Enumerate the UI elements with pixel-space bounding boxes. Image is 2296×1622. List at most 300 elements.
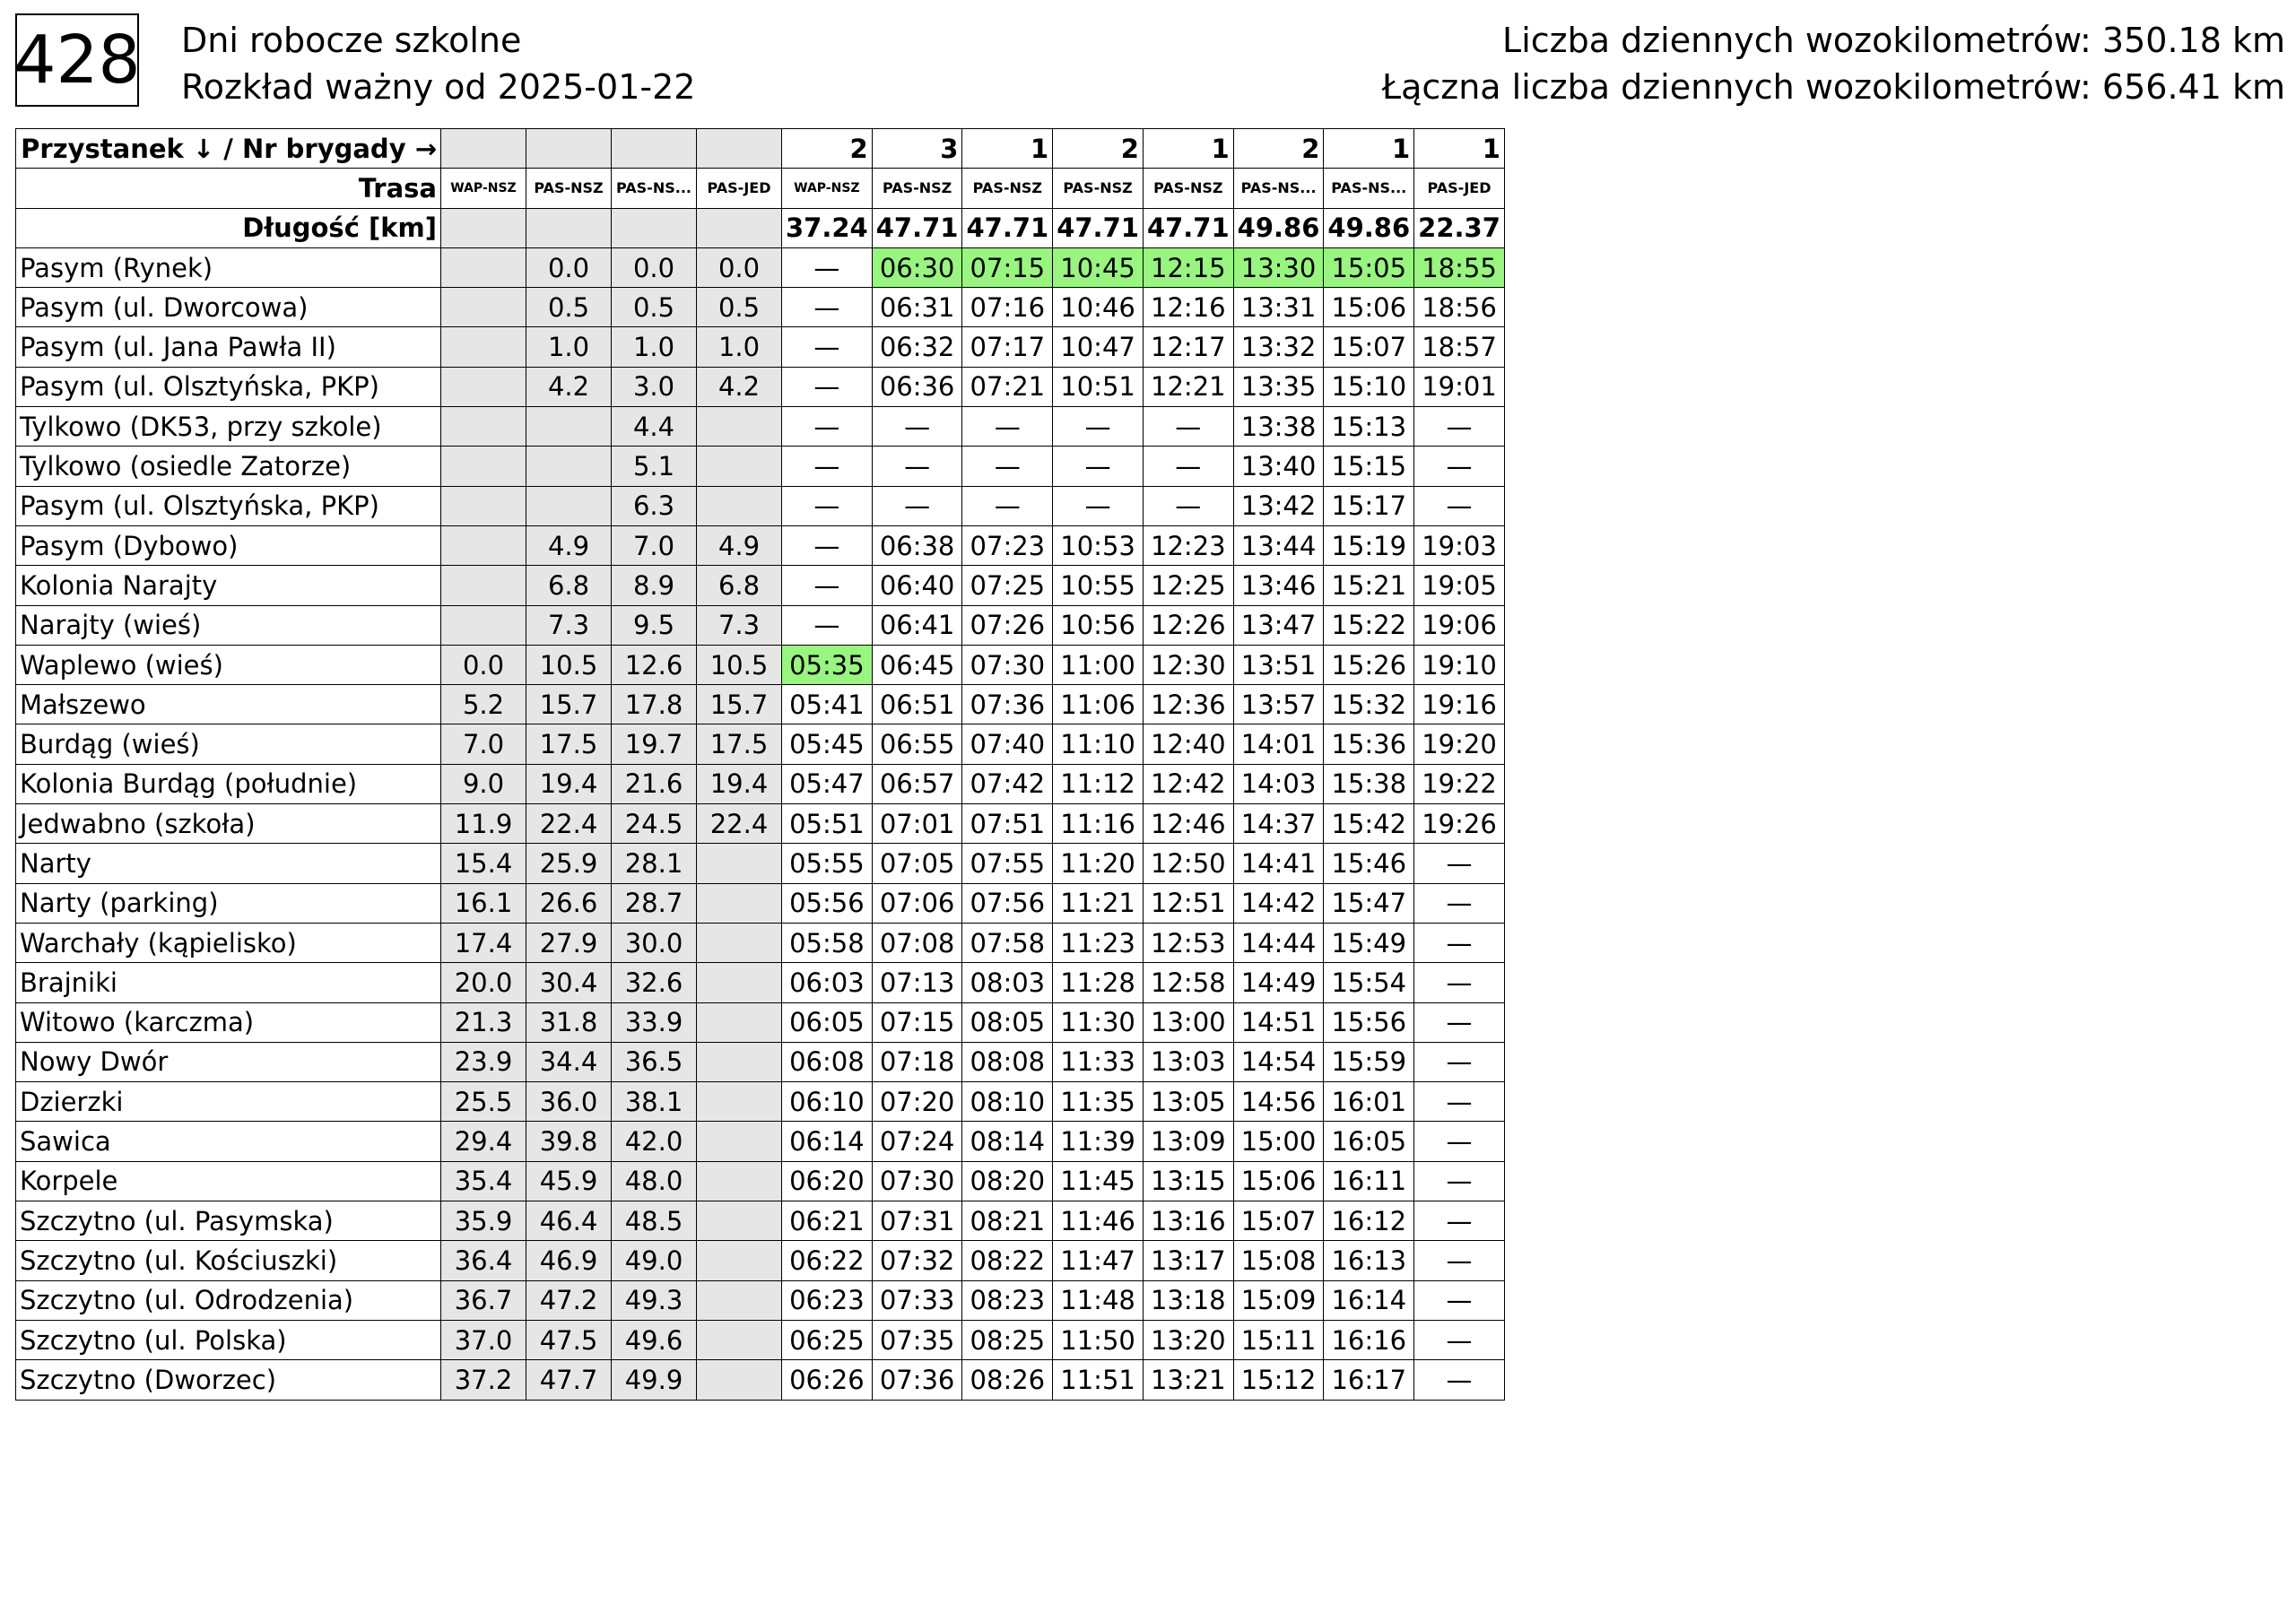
departure-time: 16:01 bbox=[1324, 1082, 1414, 1122]
stop-km: 8.9 bbox=[612, 566, 697, 605]
departure-time: 13:21 bbox=[1143, 1360, 1233, 1400]
trip-length: 47.71 bbox=[872, 208, 962, 247]
stop-row bbox=[16, 764, 1505, 803]
stop-km: 22.4 bbox=[526, 804, 612, 844]
departure-time: 11:10 bbox=[1053, 724, 1144, 764]
departure-time: 08:14 bbox=[962, 1122, 1053, 1161]
departure-time: 11:39 bbox=[1053, 1122, 1144, 1161]
departure-time: 12:30 bbox=[1143, 645, 1233, 684]
departure-time: 08:21 bbox=[962, 1201, 1053, 1241]
stop-km: 10.5 bbox=[697, 645, 782, 684]
departure-time: 06:57 bbox=[872, 764, 962, 803]
departure-time: 15:00 bbox=[1233, 1122, 1324, 1161]
stop-km bbox=[697, 1201, 782, 1241]
departure-time: 15:12 bbox=[1233, 1360, 1324, 1400]
stop-km: 3.0 bbox=[612, 367, 697, 406]
stop-name: Tylkowo (osiedle Zatorze) bbox=[16, 447, 441, 486]
departure-time: 07:20 bbox=[872, 1082, 962, 1122]
stop-row bbox=[16, 1241, 1505, 1280]
departure-time: 19:16 bbox=[1414, 685, 1505, 724]
km-column-brigade-cell bbox=[526, 129, 612, 169]
departure-time: 15:54 bbox=[1324, 963, 1414, 1002]
departure-time: — bbox=[962, 407, 1053, 447]
stop-km bbox=[441, 407, 526, 447]
departure-time: 11:28 bbox=[1053, 963, 1144, 1002]
trip-route: PAS-NS... bbox=[1324, 169, 1414, 208]
stop-km: 1.0 bbox=[697, 327, 782, 367]
stop-km bbox=[697, 1320, 782, 1359]
stop-km bbox=[441, 247, 526, 287]
stop-name: Narajty (wieś) bbox=[16, 605, 441, 645]
stop-km: 27.9 bbox=[526, 923, 612, 962]
departure-time: 11:35 bbox=[1053, 1082, 1144, 1122]
departure-time: 12:58 bbox=[1143, 963, 1233, 1002]
departure-time: — bbox=[782, 605, 873, 645]
departure-time: 18:55 bbox=[1414, 247, 1505, 287]
departure-time: 07:24 bbox=[872, 1122, 962, 1161]
departure-time: — bbox=[1414, 1042, 1505, 1081]
stop-row bbox=[16, 1201, 1505, 1241]
stop-km: 23.9 bbox=[441, 1042, 526, 1081]
departure-time: — bbox=[1414, 1122, 1505, 1161]
stop-name: Brajniki bbox=[16, 963, 441, 1002]
stop-row bbox=[16, 923, 1505, 962]
valid-from: Rozkład ważny od 2025-01-22 bbox=[181, 67, 696, 107]
departure-time: 10:55 bbox=[1053, 566, 1144, 605]
departure-time: 13:05 bbox=[1143, 1082, 1233, 1122]
daily-km: Liczba dziennych wozokilometrów: 350.18 km bbox=[1502, 21, 2285, 60]
km-column-brigade-cell bbox=[612, 129, 697, 169]
stop-km: 9.5 bbox=[612, 605, 697, 645]
departure-time: 07:05 bbox=[872, 844, 962, 883]
departure-time: 06:08 bbox=[782, 1042, 873, 1081]
departure-time: 12:25 bbox=[1143, 566, 1233, 605]
stop-km: 26.6 bbox=[526, 883, 612, 923]
trip-length: 37.24 bbox=[782, 208, 873, 247]
departure-time: 13:46 bbox=[1233, 566, 1324, 605]
departure-time: 12:26 bbox=[1143, 605, 1233, 645]
departure-time: 16:05 bbox=[1324, 1122, 1414, 1161]
departure-time: 06:21 bbox=[782, 1201, 873, 1241]
stop-km bbox=[697, 1082, 782, 1122]
departure-time: 05:41 bbox=[782, 685, 873, 724]
departure-time: — bbox=[872, 447, 962, 486]
departure-time: — bbox=[782, 566, 873, 605]
stop-km bbox=[697, 407, 782, 447]
departure-time: 19:22 bbox=[1414, 764, 1505, 803]
stop-km: 24.5 bbox=[612, 804, 697, 844]
departure-time: 05:35 bbox=[782, 645, 873, 684]
km-column-length-cell bbox=[441, 208, 526, 247]
departure-time: 15:10 bbox=[1324, 367, 1414, 406]
stop-name: Burdąg (wieś) bbox=[16, 724, 441, 764]
departure-time: 15:59 bbox=[1324, 1042, 1414, 1081]
timetable bbox=[15, 128, 1505, 1401]
stop-km: 0.0 bbox=[441, 645, 526, 684]
route-number-box bbox=[15, 13, 139, 107]
departure-time: 15:06 bbox=[1233, 1161, 1324, 1201]
departure-time: 16:11 bbox=[1324, 1161, 1414, 1201]
departure-time: 15:46 bbox=[1324, 844, 1414, 883]
departure-time: 15:42 bbox=[1324, 804, 1414, 844]
departure-time: 14:03 bbox=[1233, 764, 1324, 803]
departure-time: 05:47 bbox=[782, 764, 873, 803]
stop-km: 21.6 bbox=[612, 764, 697, 803]
departure-time: 15:09 bbox=[1233, 1280, 1324, 1320]
departure-time: 08:25 bbox=[962, 1320, 1053, 1359]
departure-time: 07:36 bbox=[962, 685, 1053, 724]
departure-time: 11:51 bbox=[1053, 1360, 1144, 1400]
stop-row bbox=[16, 1122, 1505, 1161]
departure-time: 15:36 bbox=[1324, 724, 1414, 764]
departure-time: 15:19 bbox=[1324, 525, 1414, 565]
stop-km: 46.9 bbox=[526, 1241, 612, 1280]
departure-time: 15:05 bbox=[1324, 247, 1414, 287]
departure-time: 07:51 bbox=[962, 804, 1053, 844]
km-column-route: PAS-NSZ bbox=[526, 169, 612, 208]
stop-km: 16.1 bbox=[441, 883, 526, 923]
stop-name: Narty bbox=[16, 844, 441, 883]
stop-name: Szczytno (ul. Polska) bbox=[16, 1320, 441, 1359]
stop-km bbox=[526, 447, 612, 486]
departure-time: 12:51 bbox=[1143, 883, 1233, 923]
stop-row bbox=[16, 844, 1505, 883]
stop-km: 39.8 bbox=[526, 1122, 612, 1161]
departure-time: 06:38 bbox=[872, 525, 962, 565]
departure-time: 08:20 bbox=[962, 1161, 1053, 1201]
departure-time: 14:51 bbox=[1233, 1002, 1324, 1042]
stop-row bbox=[16, 247, 1505, 287]
stop-name: Narty (parking) bbox=[16, 883, 441, 923]
stop-row bbox=[16, 566, 1505, 605]
departure-time: — bbox=[1053, 407, 1144, 447]
stop-row bbox=[16, 525, 1505, 565]
departure-time: 16:14 bbox=[1324, 1280, 1414, 1320]
departure-time: 15:32 bbox=[1324, 685, 1414, 724]
departure-time: 07:30 bbox=[872, 1161, 962, 1201]
stop-km: 7.3 bbox=[697, 605, 782, 645]
stop-name: Witowo (karczma) bbox=[16, 1002, 441, 1042]
departure-time: 08:08 bbox=[962, 1042, 1053, 1081]
departure-time: 06:05 bbox=[782, 1002, 873, 1042]
departure-time: 16:17 bbox=[1324, 1360, 1414, 1400]
stop-row bbox=[16, 1002, 1505, 1042]
stop-name: Korpele bbox=[16, 1161, 441, 1201]
stop-name: Jedwabno (szkoła) bbox=[16, 804, 441, 844]
km-column-length-cell bbox=[697, 208, 782, 247]
departure-time: 14:37 bbox=[1233, 804, 1324, 844]
km-column-brigade-cell bbox=[697, 129, 782, 169]
stop-name: Warchały (kąpielisko) bbox=[16, 923, 441, 962]
trip-brigade: 1 bbox=[1143, 129, 1233, 169]
departure-time: 06:14 bbox=[782, 1122, 873, 1161]
departure-time: 10:51 bbox=[1053, 367, 1144, 406]
km-column-length-cell bbox=[612, 208, 697, 247]
total-daily-km: Łączna liczba dziennych wozokilometrów: 656.41 km bbox=[1381, 67, 2285, 107]
trip-brigade: 1 bbox=[962, 129, 1053, 169]
departure-time: — bbox=[782, 447, 873, 486]
km-column-brigade-cell bbox=[441, 129, 526, 169]
stop-name: Pasym (ul. Olsztyńska, PKP) bbox=[16, 367, 441, 406]
departure-time: 15:15 bbox=[1324, 447, 1414, 486]
trip-route: PAS-JED bbox=[1414, 169, 1505, 208]
stop-name: Szczytno (ul. Kościuszki) bbox=[16, 1241, 441, 1280]
departure-time: 12:16 bbox=[1143, 288, 1233, 327]
departure-time: — bbox=[962, 447, 1053, 486]
stop-km: 31.8 bbox=[526, 1002, 612, 1042]
stop-km: 1.0 bbox=[612, 327, 697, 367]
departure-time: 07:15 bbox=[962, 247, 1053, 287]
stop-km bbox=[697, 1002, 782, 1042]
departure-time: 11:06 bbox=[1053, 685, 1144, 724]
departure-time: 19:01 bbox=[1414, 367, 1505, 406]
departure-time: — bbox=[1414, 963, 1505, 1002]
stop-km: 0.0 bbox=[526, 247, 612, 287]
stop-row bbox=[16, 1042, 1505, 1081]
stop-km: 36.4 bbox=[441, 1241, 526, 1280]
length-header-label: Długość [km] bbox=[16, 208, 441, 247]
stop-km bbox=[526, 407, 612, 447]
departure-time: 08:26 bbox=[962, 1360, 1053, 1400]
departure-time: 13:31 bbox=[1233, 288, 1324, 327]
stop-km: 36.7 bbox=[441, 1280, 526, 1320]
departure-time: — bbox=[1053, 486, 1144, 525]
departure-time: 05:51 bbox=[782, 804, 873, 844]
stop-name: Małszewo bbox=[16, 685, 441, 724]
stop-km: 10.5 bbox=[526, 645, 612, 684]
departure-time: 12:50 bbox=[1143, 844, 1233, 883]
stop-km: 25.5 bbox=[441, 1082, 526, 1122]
departure-time: — bbox=[1414, 1161, 1505, 1201]
departure-time: 10:46 bbox=[1053, 288, 1144, 327]
departure-time: 15:49 bbox=[1324, 923, 1414, 962]
departure-time: — bbox=[1143, 447, 1233, 486]
stop-km bbox=[441, 327, 526, 367]
departure-time: 11:45 bbox=[1053, 1161, 1144, 1201]
departure-time: 07:26 bbox=[962, 605, 1053, 645]
departure-time: 15:22 bbox=[1324, 605, 1414, 645]
stop-km: 25.9 bbox=[526, 844, 612, 883]
stop-row bbox=[16, 804, 1505, 844]
stop-km bbox=[697, 1360, 782, 1400]
departure-time: 13:00 bbox=[1143, 1002, 1233, 1042]
departure-time: 13:20 bbox=[1143, 1320, 1233, 1359]
departure-time: 10:45 bbox=[1053, 247, 1144, 287]
departure-time: — bbox=[782, 407, 873, 447]
departure-time: — bbox=[782, 486, 873, 525]
departure-time: 12:21 bbox=[1143, 367, 1233, 406]
stop-km: 11.9 bbox=[441, 804, 526, 844]
departure-time: — bbox=[1143, 407, 1233, 447]
stop-row bbox=[16, 963, 1505, 1002]
stop-km: 49.0 bbox=[612, 1241, 697, 1280]
stop-km: 4.2 bbox=[526, 367, 612, 406]
departure-time: 07:21 bbox=[962, 367, 1053, 406]
departure-time: 06:20 bbox=[782, 1161, 873, 1201]
departure-time: 15:21 bbox=[1324, 566, 1414, 605]
trip-length: 22.37 bbox=[1414, 208, 1505, 247]
departure-time: 15:08 bbox=[1233, 1241, 1324, 1280]
departure-time: 06:31 bbox=[872, 288, 962, 327]
stop-km: 35.9 bbox=[441, 1201, 526, 1241]
stop-km: 6.8 bbox=[526, 566, 612, 605]
departure-time: — bbox=[782, 327, 873, 367]
stop-km bbox=[697, 844, 782, 883]
departure-time: 13:17 bbox=[1143, 1241, 1233, 1280]
stop-km: 9.0 bbox=[441, 764, 526, 803]
stop-row bbox=[16, 1280, 1505, 1320]
stop-name: Pasym (Rynek) bbox=[16, 247, 441, 287]
stop-km: 17.5 bbox=[697, 724, 782, 764]
stop-km bbox=[697, 883, 782, 923]
trip-route: WAP-NSZ bbox=[782, 169, 873, 208]
departure-time: 14:56 bbox=[1233, 1082, 1324, 1122]
departure-time: 07:18 bbox=[872, 1042, 962, 1081]
stop-row bbox=[16, 1360, 1505, 1400]
stop-name: Pasym (ul. Dworcowa) bbox=[16, 288, 441, 327]
departure-time: 11:46 bbox=[1053, 1201, 1144, 1241]
departure-time: 06:45 bbox=[872, 645, 962, 684]
departure-time: 13:51 bbox=[1233, 645, 1324, 684]
departure-time: 13:57 bbox=[1233, 685, 1324, 724]
departure-time: 07:08 bbox=[872, 923, 962, 962]
stop-km bbox=[526, 486, 612, 525]
stop-km: 15.7 bbox=[697, 685, 782, 724]
departure-time: 19:06 bbox=[1414, 605, 1505, 645]
departure-time: — bbox=[782, 525, 873, 565]
departure-time: 14:41 bbox=[1233, 844, 1324, 883]
stop-km: 19.7 bbox=[612, 724, 697, 764]
stop-km: 20.0 bbox=[441, 963, 526, 1002]
departure-time: 15:13 bbox=[1324, 407, 1414, 447]
stop-km: 48.5 bbox=[612, 1201, 697, 1241]
departure-time: 07:36 bbox=[872, 1360, 962, 1400]
stop-km: 19.4 bbox=[526, 764, 612, 803]
stop-km: 17.4 bbox=[441, 923, 526, 962]
trip-brigade: 2 bbox=[782, 129, 873, 169]
stop-km: 0.0 bbox=[697, 247, 782, 287]
departure-time: — bbox=[872, 486, 962, 525]
departure-time: 13:09 bbox=[1143, 1122, 1233, 1161]
departure-time: 07:23 bbox=[962, 525, 1053, 565]
departure-time: 13:47 bbox=[1233, 605, 1324, 645]
stop-km: 46.4 bbox=[526, 1201, 612, 1241]
departure-time: 06:51 bbox=[872, 685, 962, 724]
departure-time: 11:12 bbox=[1053, 764, 1144, 803]
departure-time: — bbox=[1053, 447, 1144, 486]
departure-time: 19:05 bbox=[1414, 566, 1505, 605]
stop-km: 4.2 bbox=[697, 367, 782, 406]
departure-time: — bbox=[1414, 1320, 1505, 1359]
departure-time: 07:42 bbox=[962, 764, 1053, 803]
departure-time: 07:31 bbox=[872, 1201, 962, 1241]
departure-time: 14:54 bbox=[1233, 1042, 1324, 1081]
departure-time: 07:13 bbox=[872, 963, 962, 1002]
departure-time: 11:00 bbox=[1053, 645, 1144, 684]
departure-time: 06:41 bbox=[872, 605, 962, 645]
stop-km bbox=[697, 1161, 782, 1201]
departure-time: 12:36 bbox=[1143, 685, 1233, 724]
departure-time: 11:47 bbox=[1053, 1241, 1144, 1280]
trip-length: 47.71 bbox=[1053, 208, 1144, 247]
stop-km: 19.4 bbox=[697, 764, 782, 803]
stop-km bbox=[441, 566, 526, 605]
departure-time: 13:44 bbox=[1233, 525, 1324, 565]
departure-time: 07:56 bbox=[962, 883, 1053, 923]
stop-km: 36.0 bbox=[526, 1082, 612, 1122]
km-column-route: WAP-NSZ bbox=[441, 169, 526, 208]
departure-time: 10:47 bbox=[1053, 327, 1144, 367]
trip-brigade: 2 bbox=[1053, 129, 1144, 169]
brigade-row bbox=[16, 129, 1505, 169]
departure-time: 05:55 bbox=[782, 844, 873, 883]
departure-time: 07:35 bbox=[872, 1320, 962, 1359]
route-number: 428 bbox=[13, 22, 141, 99]
stop-name: Pasym (ul. Olsztyńska, PKP) bbox=[16, 486, 441, 525]
departure-time: 06:03 bbox=[782, 963, 873, 1002]
stop-name: Nowy Dwór bbox=[16, 1042, 441, 1081]
stop-km: 47.2 bbox=[526, 1280, 612, 1320]
trip-length: 47.71 bbox=[1143, 208, 1233, 247]
stop-row bbox=[16, 367, 1505, 406]
departure-time: 06:25 bbox=[782, 1320, 873, 1359]
stop-km: 22.4 bbox=[697, 804, 782, 844]
stop-km bbox=[697, 1241, 782, 1280]
departure-time: 05:56 bbox=[782, 883, 873, 923]
stop-km: 49.3 bbox=[612, 1280, 697, 1320]
departure-time: 13:38 bbox=[1233, 407, 1324, 447]
stop-name: Tylkowo (DK53, przy szkole) bbox=[16, 407, 441, 447]
length-row bbox=[16, 208, 1505, 247]
stop-name: Dzierzki bbox=[16, 1082, 441, 1122]
departure-time: 11:30 bbox=[1053, 1002, 1144, 1042]
departure-time: — bbox=[962, 486, 1053, 525]
km-column-route: PAS-NS... bbox=[612, 169, 697, 208]
stop-km: 6.3 bbox=[612, 486, 697, 525]
departure-time: — bbox=[1414, 1002, 1505, 1042]
departure-time: 12:40 bbox=[1143, 724, 1233, 764]
stop-km: 33.9 bbox=[612, 1002, 697, 1042]
departure-time: 14:01 bbox=[1233, 724, 1324, 764]
departure-time: 15:47 bbox=[1324, 883, 1414, 923]
km-column-length-cell bbox=[526, 208, 612, 247]
departure-time: 06:26 bbox=[782, 1360, 873, 1400]
stop-km: 36.5 bbox=[612, 1042, 697, 1081]
stop-row bbox=[16, 883, 1505, 923]
stop-km bbox=[441, 486, 526, 525]
departure-time: 13:35 bbox=[1233, 367, 1324, 406]
departure-time: 05:45 bbox=[782, 724, 873, 764]
departure-time: 12:23 bbox=[1143, 525, 1233, 565]
departure-time: 14:49 bbox=[1233, 963, 1324, 1002]
departure-time: 07:30 bbox=[962, 645, 1053, 684]
trip-route: PAS-NSZ bbox=[872, 169, 962, 208]
stop-km: 17.8 bbox=[612, 685, 697, 724]
trip-brigade: 1 bbox=[1414, 129, 1505, 169]
stop-km bbox=[697, 923, 782, 962]
departure-time: 19:10 bbox=[1414, 645, 1505, 684]
departure-time: 16:13 bbox=[1324, 1241, 1414, 1280]
stop-name: Pasym (ul. Jana Pawła II) bbox=[16, 327, 441, 367]
departure-time: — bbox=[1414, 883, 1505, 923]
departure-time: 11:23 bbox=[1053, 923, 1144, 962]
stop-row bbox=[16, 327, 1505, 367]
day-type: Dni robocze szkolne bbox=[181, 21, 522, 60]
stop-km: 4.4 bbox=[612, 407, 697, 447]
departure-time: 13:18 bbox=[1143, 1280, 1233, 1320]
stop-km: 42.0 bbox=[612, 1122, 697, 1161]
stop-name: Szczytno (ul. Pasymska) bbox=[16, 1201, 441, 1241]
